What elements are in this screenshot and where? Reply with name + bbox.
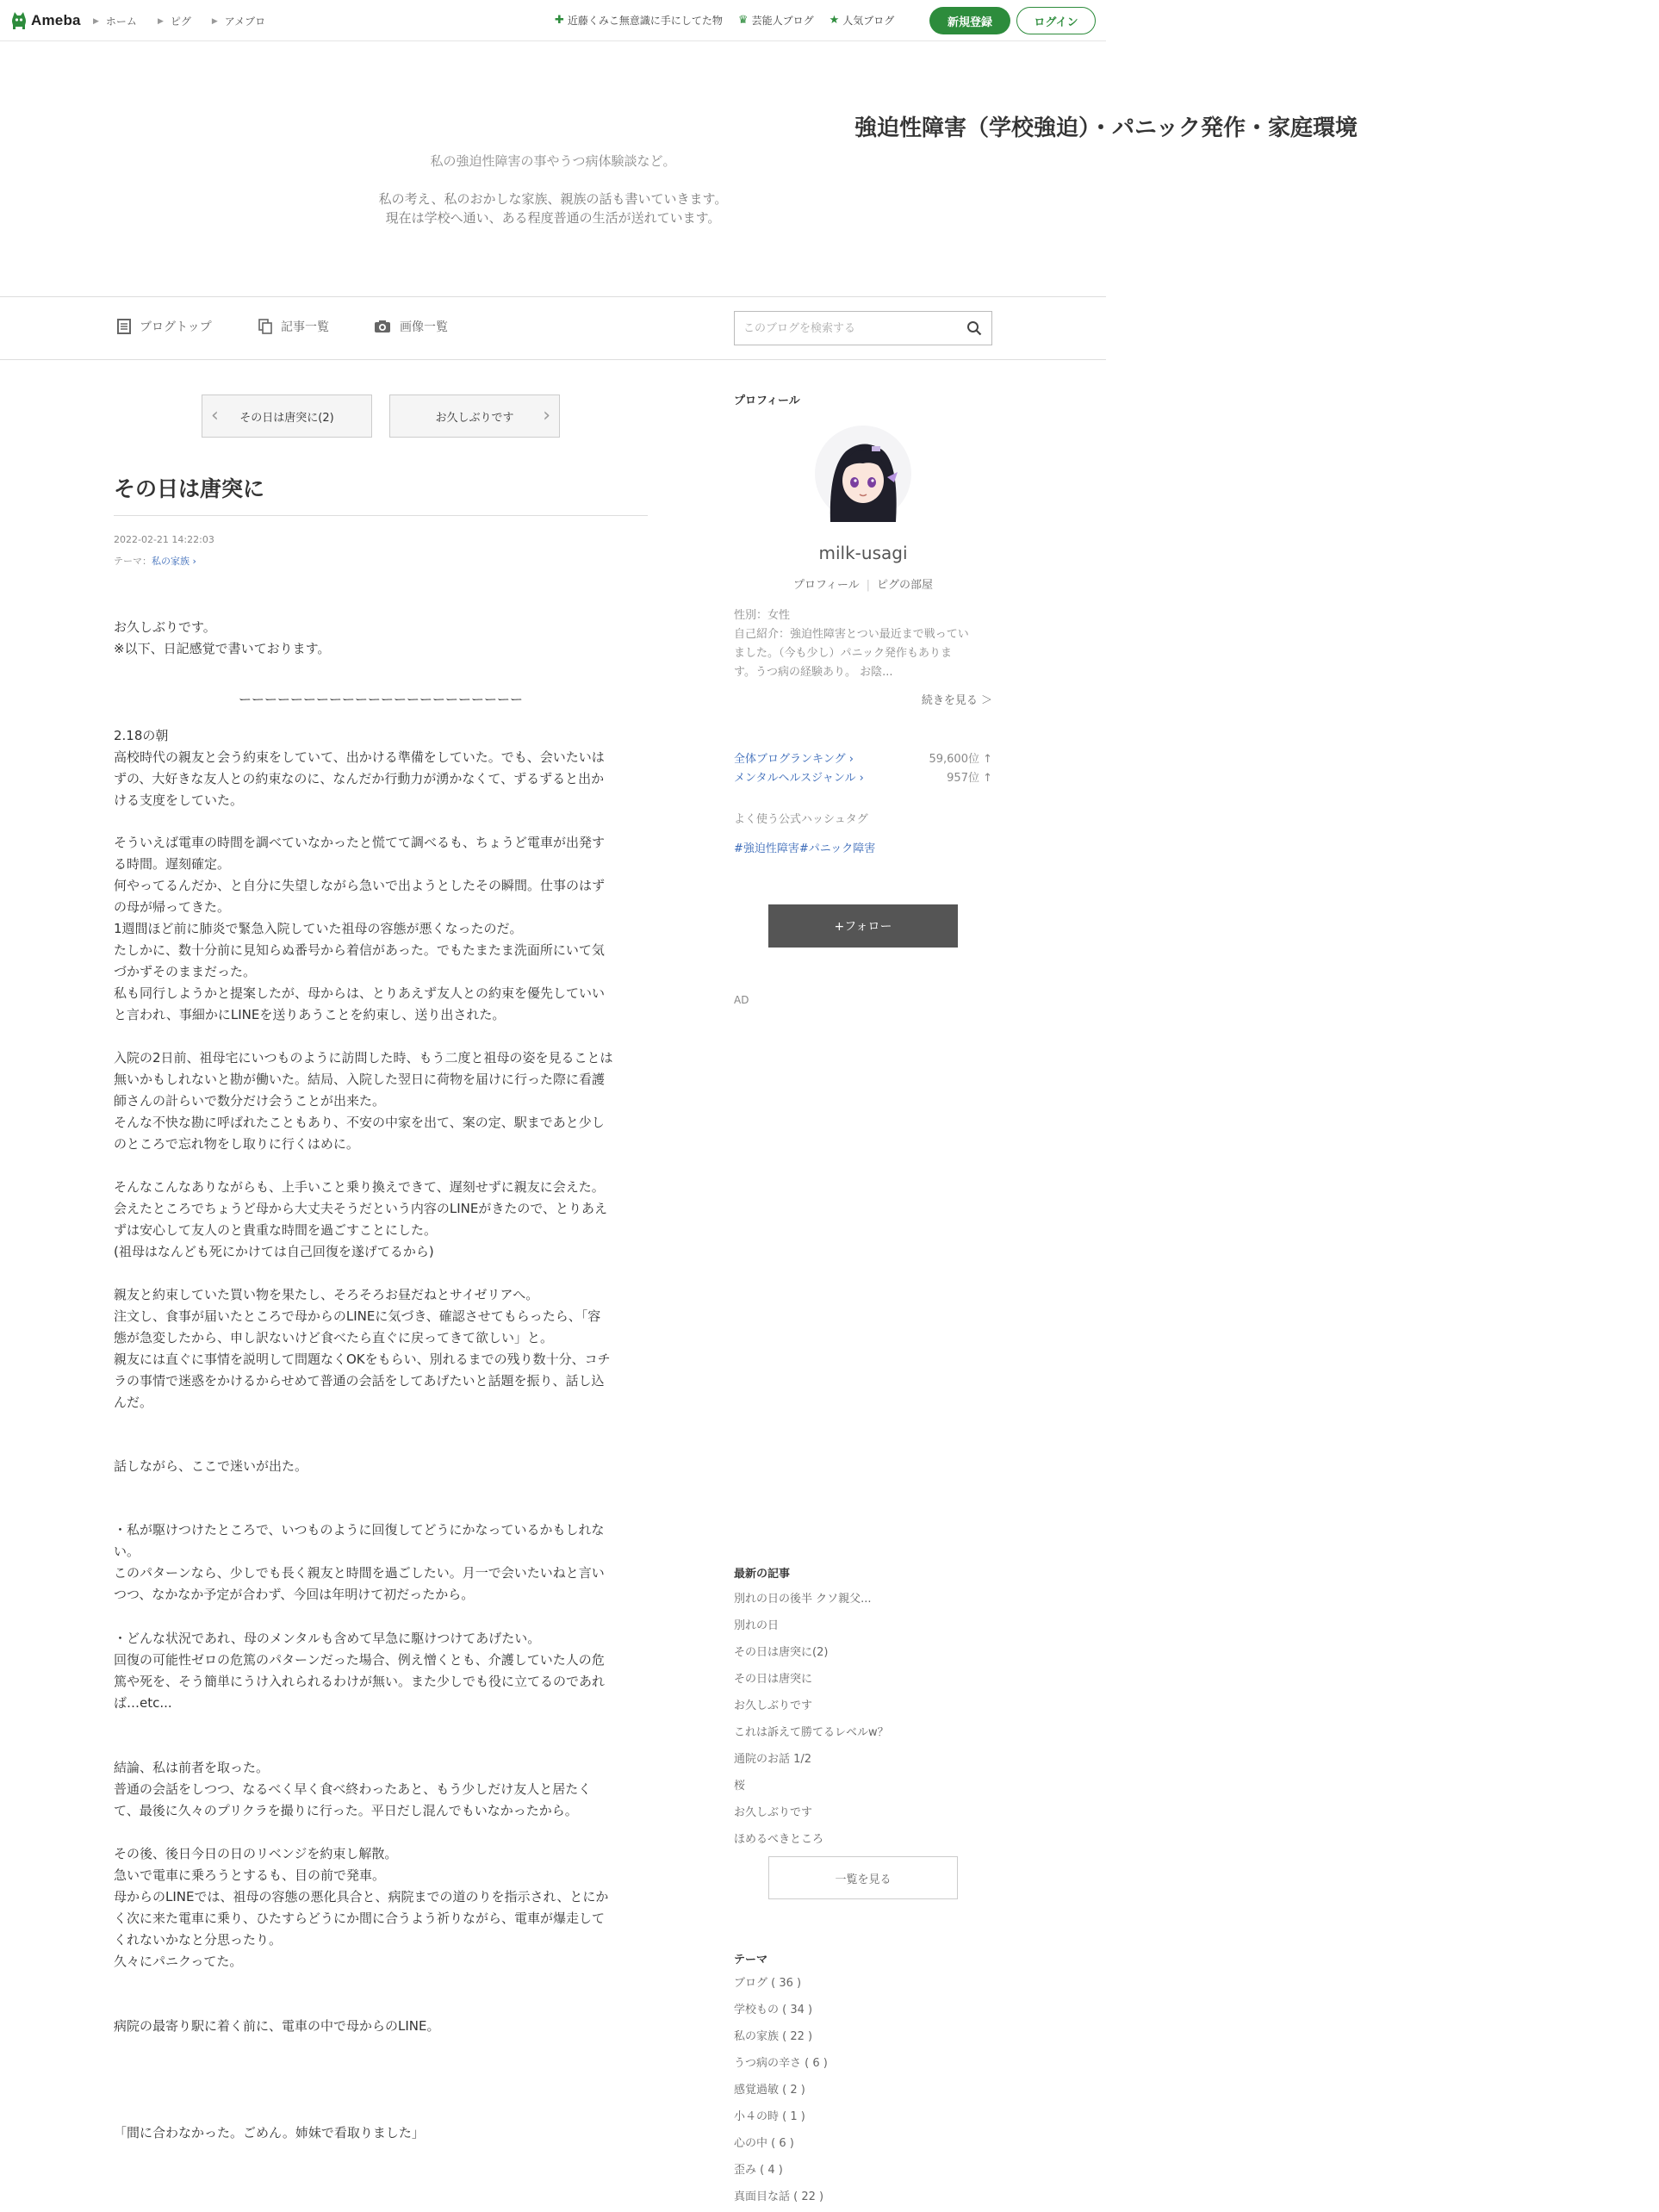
images-label: 画像一覧 xyxy=(400,320,448,334)
hashtag-link[interactable]: #パニック障害 xyxy=(798,842,876,855)
ranking-value: 957位 ↑ xyxy=(947,772,992,785)
ad-label: AD xyxy=(734,994,749,1006)
profile-links xyxy=(734,575,992,592)
recent-heading: 最新の記事 xyxy=(734,1568,791,1581)
chevron-right-icon: ▶ xyxy=(211,16,218,26)
article-paragraph: 結論、私は前者を取った。 普通の会話をしつつ、なるべく早く食べ終わったあと、もう少しだけ友人と居たく て、最後に久々のプリクラを撮りに行った。平日だし混んでもいなかったから。 xyxy=(114,1760,592,1818)
blog-description-line-1: 私の考え、私のおかしな家族、親族の話も書いていきます。 xyxy=(378,191,728,207)
theme-link[interactable]: 小４の時 ( 1 ) xyxy=(734,2110,805,2123)
theme-link[interactable]: 真面目な話 ( 22 ) xyxy=(734,2190,824,2203)
hashtag-link[interactable]: #強迫性障害 xyxy=(734,842,799,855)
article-date: 2022-02-21 14:22:03 xyxy=(114,534,214,545)
chevron-right-icon: › xyxy=(848,753,854,766)
article-title: その日は唐突に xyxy=(114,476,265,501)
pig-room-link[interactable]: ピグの部屋 xyxy=(877,579,934,592)
article-paragraph: ・私が駆けつけたところで、いつものように回復してどうにかなっているかもしれな い。 このパターンなら、少しでも長く親友と時間を過ごしたい。月一で会いたいねと言い つつ、なかなか予定が合わず、今回は年明けて初だったから。 xyxy=(114,1522,605,1602)
article-separator: ーーーーーーーーーーーーーーーーーーーーーー xyxy=(238,692,523,707)
recent-article-link[interactable]: その日は唐突に(2) xyxy=(734,1646,829,1659)
ameba-mascot-icon xyxy=(10,10,28,31)
blog-top-label: ブログトップ xyxy=(140,320,212,334)
recent-article-link[interactable]: その日は唐突に xyxy=(734,1673,813,1686)
prev-article-label: その日は唐突に(2) xyxy=(239,411,334,425)
ranking-label: メンタルヘルスジャンル › xyxy=(734,772,864,785)
article-paragraph: お久しぶりです。 ※以下、日記感覚で書いております。 xyxy=(114,619,331,656)
register-button[interactable]: 新規登録 xyxy=(929,7,1010,34)
recent-article-link[interactable]: 桜 xyxy=(734,1780,746,1793)
theme-prefix: テーマ： xyxy=(114,556,152,567)
avatar-illustration xyxy=(815,426,911,522)
chevron-left-icon: ‹ xyxy=(211,405,219,426)
article-paragraph: 病院の最寄り駅に着く前に、電車の中で母からのLINE。 xyxy=(114,2018,440,2034)
article-paragraph: そんなこんなありながらも、上手いこと乗り換えできて、遅刻せずに親友に会えた。 会えたところでちょうど母から大丈夫そうだという内容のLINEがきたので、とりあえ ずは安心して友人のと貴重な時間を過ごすことにした。 (祖母はなんども死にかけては自己回復を遂げてるから) xyxy=(114,1179,608,1259)
theme-link[interactable]: 私の家族 ( 22 ) xyxy=(734,2030,813,2043)
theme-link[interactable] xyxy=(152,556,196,567)
recent-article-link[interactable]: お久しぶりです xyxy=(734,1806,813,1819)
profile-info xyxy=(734,606,992,682)
global-nav xyxy=(93,14,286,28)
chevron-right-icon: ▶ xyxy=(93,16,99,26)
popular-blog-label: 人気ブログ xyxy=(842,15,895,27)
blog-nav xyxy=(0,296,1106,360)
trend-link-label: 近藤くみこ無意識に手にしてた物 xyxy=(567,15,723,27)
star-icon: ★ xyxy=(829,14,840,27)
blog-subtitle: 私の強迫性障害の事やうつ病体験談など。 xyxy=(430,153,676,169)
theme-link[interactable]: うつ病の辛さ ( 6 ) xyxy=(734,2057,828,2070)
ranking-label: 全体ブログランキング › xyxy=(734,753,854,766)
celebrity-blog-label: 芸能人ブログ xyxy=(751,15,814,27)
article-paragraph: そういえば電車の時間を調べていなかったと慌てて調べるも、ちょうど電車が出発す る時間。遅刻確定。 何やってるんだか、と自分に失望しながら急いで出ようとしたその瞬間。仕事のはず の母が帰ってきた。 1週間ほど前に肺炎で緊急入院していた祖母の容態が悪くなったのだ。 たしかに、数十分前に見知らぬ番号から着信があった。でもたまたま洗面所にいて気 づかずそのままだった。 私も同行しようかと提案したが、母からは、とりあえず友人との約束を優先していい と言われ、事細かにLINEを送りあうことを約束し、送り出された。 xyxy=(114,835,606,1022)
article-paragraph: 2.18の朝 高校時代の親友と会う約束をしていて、出かける準備をしていた。でも、会いたいは ずの、大好きな友人との約束なのに、なんだか行動力が湧かなくて、ずるずると出か ける支度をしていた。 xyxy=(114,728,605,808)
leaf-icon: ✚ xyxy=(555,14,564,27)
profile-heading: プロフィール xyxy=(734,395,800,407)
nav-home-label: ホーム xyxy=(105,16,137,28)
separator: | xyxy=(866,579,871,592)
theme-link[interactable]: 心の中 ( 6 ) xyxy=(734,2137,794,2150)
theme-link[interactable]: 感覚過敏 ( 2 ) xyxy=(734,2084,805,2097)
blog-top-link[interactable] xyxy=(117,318,212,335)
profile-intro: 自己紹介：強迫性障害とつい最近まで戦ってい ました。（今も少し）パニック発作もありま す。うつ病の経験あり。 お陰... xyxy=(734,628,969,679)
camera-icon xyxy=(374,320,391,333)
nav-pig[interactable] xyxy=(158,14,191,28)
chevron-right-icon: › xyxy=(192,556,196,567)
trend-link[interactable] xyxy=(555,13,723,28)
search-input[interactable] xyxy=(743,322,957,335)
ameba-logo[interactable] xyxy=(10,10,81,31)
blog-search xyxy=(734,311,992,345)
profile-section xyxy=(734,391,992,1028)
theme-list xyxy=(734,1950,992,2210)
crown-icon: ♛ xyxy=(737,14,749,27)
login-button[interactable]: ログイン xyxy=(1016,7,1096,34)
entries-link[interactable] xyxy=(258,318,329,335)
theme-heading: テーマ xyxy=(734,1954,768,1967)
nav-pig-label: ピグ xyxy=(170,16,191,28)
logo-text: Ameba xyxy=(31,12,81,28)
blog-description-line-2: 現在は学校へ通い、ある程度普通の生活が送れています。 xyxy=(385,210,721,226)
search-icon[interactable] xyxy=(957,312,991,345)
copy-icon xyxy=(258,319,272,334)
celebrity-blog-link[interactable] xyxy=(738,13,814,28)
divider xyxy=(114,515,648,516)
overall-ranking[interactable] xyxy=(734,749,992,766)
see-all-button[interactable]: 一覧を見る xyxy=(768,1856,958,1899)
article-paragraph: ・どんな状況であれ、母のメンタルも含めて早急に駆けつけてあげたい。 回復の可能性ゼロの危篤のパターンだった場合、例え憎くとも、介護していた人の危 篤や死を、そう簡単にうけ入れられるわけが無い。また少しでも役に立てるのであれ ば…etc... xyxy=(114,1631,606,1711)
recent-article-link[interactable]: 別れの日 xyxy=(734,1619,780,1632)
profile-link[interactable]: プロフィール xyxy=(792,579,860,592)
article-paragraph: 親友と約束していた買い物を果たし、そろそろお昼だねとサイゼリアへ。 注文し、食事が届いたところで母からのLINEに気づき、確認させてもらったら、「容 態が急変したから、申し訳ないけど食べたら直ぐに戻ってきて欲しい」と。 親友には直ぐに事情を説明して問題なくOKをもらい、別れるまでの残り数十分、コチ ラの事情で迷惑をかけるからせめて普通の会話をしてあげたいと話題を振り、話し込 んだ。 xyxy=(114,1287,611,1410)
recent-article-link[interactable]: ほめるべきところ xyxy=(734,1833,824,1846)
article-paragraph: 入院の2日前、祖母宅にいつものように訪問した時、もう二度と祖母の姿を見ることは 無いかもしれないと勘が働いた。結局、入院した翌日に荷物を届けに行った際に看護 師さんの計らいで数分だけ会うことが出来た。 そんな不快な勘に呼ばれたこともあり、不安の中家を出て、案の定、駅まであと少し のところで忘れ物をし取りに行くはめに。 xyxy=(114,1050,613,1152)
article-theme xyxy=(114,554,196,568)
profile-gender: 性別：女性 xyxy=(734,609,791,622)
chevron-right-icon: › xyxy=(859,772,864,785)
chevron-right-icon: ▶ xyxy=(157,16,164,26)
chevron-right-icon: › xyxy=(543,405,550,426)
prev-article-button[interactable] xyxy=(202,395,372,438)
document-icon xyxy=(117,319,131,334)
username[interactable]: milk-usagi xyxy=(818,543,908,563)
nav-home[interactable] xyxy=(93,14,137,28)
blog-title[interactable]: 強迫性障害（学校強迫）・パニック発作・家庭環境 xyxy=(854,115,1358,141)
theme-link[interactable]: ブログ ( 36 ) xyxy=(734,1977,802,1990)
article-paragraph: 話しながら、ここで迷いが出た。 xyxy=(114,1458,308,1474)
nav-ameblo-label: アメブロ xyxy=(224,16,266,28)
popular-blog-link[interactable] xyxy=(830,13,895,28)
blog-header xyxy=(0,41,1358,296)
follow-button[interactable]: +フォロー xyxy=(768,904,958,948)
hashtag-list xyxy=(734,839,875,855)
ranking-value: 59,600位 ↑ xyxy=(929,753,992,766)
theme-link-label: 私の家族 xyxy=(152,556,190,567)
next-article-label: お久しぶりです xyxy=(435,411,514,425)
theme-link[interactable]: 歪み ( 4 ) xyxy=(734,2164,783,2177)
nav-ameblo[interactable] xyxy=(212,14,265,28)
global-header xyxy=(0,0,1106,41)
theme-link[interactable]: 学校もの ( 34 ) xyxy=(734,2004,813,2016)
header-links xyxy=(555,13,910,28)
entries-label: 記事一覧 xyxy=(281,320,329,334)
read-more-link[interactable]: 続きを見る ＞ xyxy=(921,694,992,707)
next-article-button[interactable] xyxy=(389,395,560,438)
article-paragraph: 「間に合わなかった。ごめん。姉妹で看取りました」 xyxy=(114,2125,425,2141)
avatar[interactable] xyxy=(815,426,911,522)
recent-article-link[interactable]: 通院のお話 1/2 xyxy=(734,1753,812,1766)
genre-ranking[interactable] xyxy=(734,768,992,785)
recent-article-link[interactable]: 別れの日の後半 クソ親父... xyxy=(734,1593,872,1606)
recent-article-link[interactable]: これは訴えて勝てるレベルw？ xyxy=(734,1726,889,1739)
hashtag-heading: よく使う公式ハッシュタグ xyxy=(734,813,868,826)
article-paragraph: その後、後日今日の日のリベンジを約束し解散。 急いで電車に乗ろうとするも、目の前で発車。 母からのLINEでは、祖母の容態の悪化具合と、病院までの道のりを指示され、とにか く次に来た電車に乗り、ひたすらどうにか間に合うよう祈りながら、電車が爆走して くれないかなと分思ったり。 久々にパニクってた。 xyxy=(114,1846,609,1969)
images-link[interactable] xyxy=(374,318,448,335)
recent-article-link[interactable]: お久しぶりです xyxy=(734,1699,813,1712)
recent-articles xyxy=(734,1564,992,1899)
